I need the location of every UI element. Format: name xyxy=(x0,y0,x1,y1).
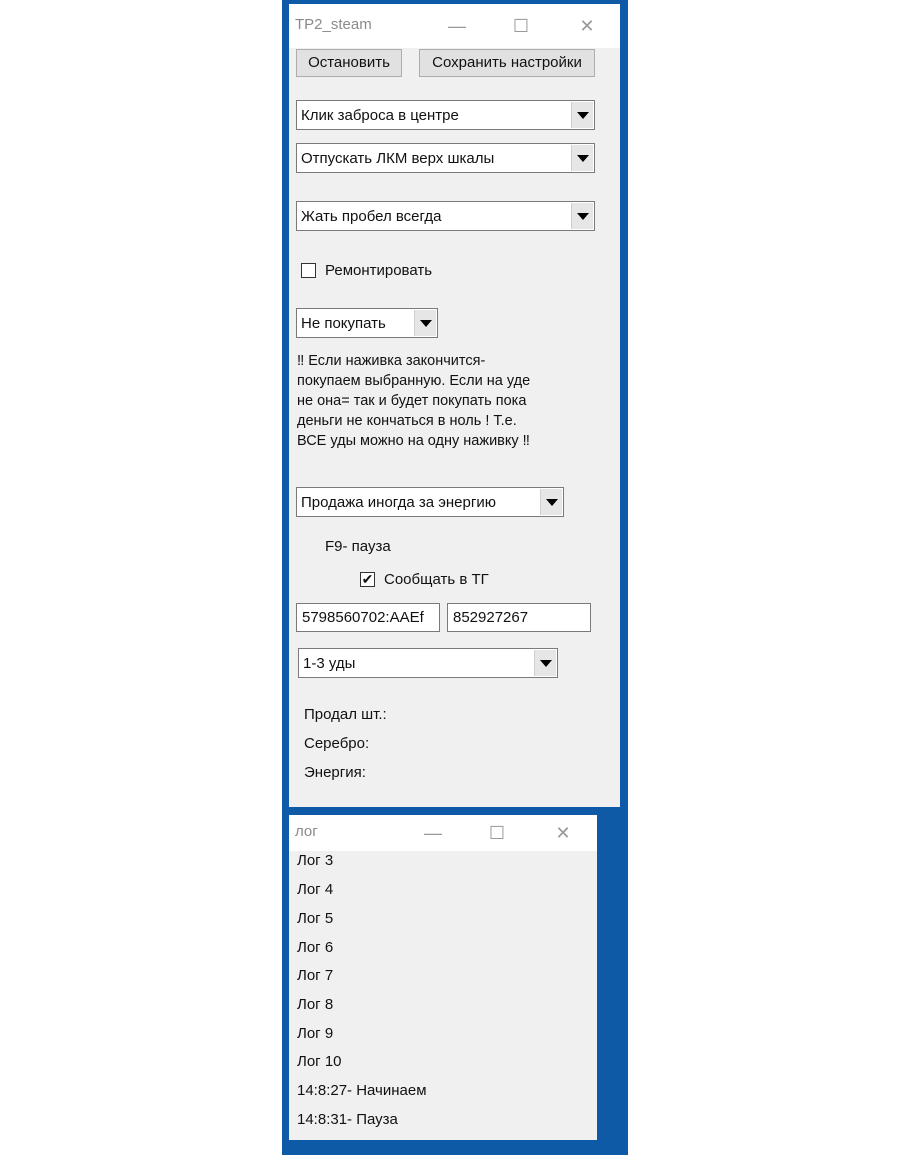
log-window-title: лог xyxy=(295,823,318,840)
tg-chat-field[interactable] xyxy=(447,603,591,632)
space-mode-select[interactable] xyxy=(296,201,595,231)
note-line: не она= так и будет покупать пока xyxy=(297,393,527,409)
note-line: ВСЕ уды можно на одну наживку ‼ xyxy=(297,433,530,449)
sell-mode-value: Продажа иногда за энергию xyxy=(301,494,496,511)
notify-tg-label: Сообщать в ТГ xyxy=(384,571,489,588)
buy-bait-value: Не покупать xyxy=(301,315,386,332)
buy-bait-select[interactable] xyxy=(296,308,438,338)
tg-token-field[interactable] xyxy=(296,603,440,632)
note-line: ‼ Если наживка закончится- xyxy=(297,353,486,369)
log-title-bar[interactable] xyxy=(289,815,597,851)
chevron-down-icon[interactable] xyxy=(571,145,593,171)
window-title: TP2_steam xyxy=(295,16,372,33)
log-window xyxy=(289,815,597,1140)
sell-mode-select[interactable] xyxy=(296,487,564,517)
log-line: 14:8:27- Начинаем xyxy=(297,1082,427,1099)
note-line: деньги не кончаться в ноль ! Т.е. xyxy=(297,413,517,429)
cast-mode-select[interactable] xyxy=(296,100,595,130)
bait-note xyxy=(297,351,567,451)
chevron-down-icon[interactable] xyxy=(571,102,593,128)
log-line: Лог 4 xyxy=(297,881,334,898)
stop-button[interactable]: Остановить xyxy=(296,49,402,77)
maximize-icon[interactable]: ☐ xyxy=(488,823,506,843)
save-settings-button[interactable]: Сохранить настройки xyxy=(419,49,595,77)
space-mode-value: Жать пробел всегда xyxy=(301,208,442,225)
tg-chat-value: 852927267 xyxy=(453,609,529,626)
log-line: Лог 6 xyxy=(297,939,334,956)
pause-hint: F9- пауза xyxy=(325,538,391,555)
maximize-icon[interactable]: ☐ xyxy=(512,16,530,36)
release-mode-select[interactable] xyxy=(296,143,595,173)
energy-label: Энергия: xyxy=(304,764,366,781)
cast-mode-value: Клик заброса в центре xyxy=(301,107,459,124)
note-line: покупаем выбранную. Если на уде xyxy=(297,373,531,389)
sold-count-label: Продал шт.: xyxy=(304,706,387,723)
release-mode-value: Отпускать ЛКМ верх шкалы xyxy=(301,150,495,167)
log-line: Лог 8 xyxy=(297,996,334,1013)
chevron-down-icon[interactable] xyxy=(571,203,593,229)
log-line: Лог 10 xyxy=(297,1053,342,1070)
rods-value: 1-3 уды xyxy=(303,655,356,672)
log-line: 14:8:31- Пауза xyxy=(297,1111,398,1128)
minimize-icon[interactable]: — xyxy=(424,823,442,843)
main-title-bar[interactable] xyxy=(289,4,620,48)
minimize-icon[interactable]: — xyxy=(448,16,466,36)
repair-checkbox[interactable] xyxy=(301,263,316,278)
chevron-down-icon[interactable] xyxy=(414,310,436,336)
log-line: Лог 7 xyxy=(297,967,334,984)
rods-select[interactable] xyxy=(298,648,558,678)
tg-token-value: 5798560702:AAEf xyxy=(302,609,424,626)
silver-label: Серебро: xyxy=(304,735,370,752)
log-line: Лог 9 xyxy=(297,1025,334,1042)
log-line: Лог 5 xyxy=(297,910,334,927)
close-icon[interactable]: ✕ xyxy=(555,823,571,843)
repair-label: Ремонтировать xyxy=(325,262,433,279)
close-icon[interactable]: ✕ xyxy=(579,16,595,36)
notify-tg-checkbox[interactable]: ✔ xyxy=(361,571,374,587)
chevron-down-icon[interactable] xyxy=(540,489,562,515)
chevron-down-icon[interactable] xyxy=(534,650,556,676)
log-line: Лог 3 xyxy=(297,852,334,869)
